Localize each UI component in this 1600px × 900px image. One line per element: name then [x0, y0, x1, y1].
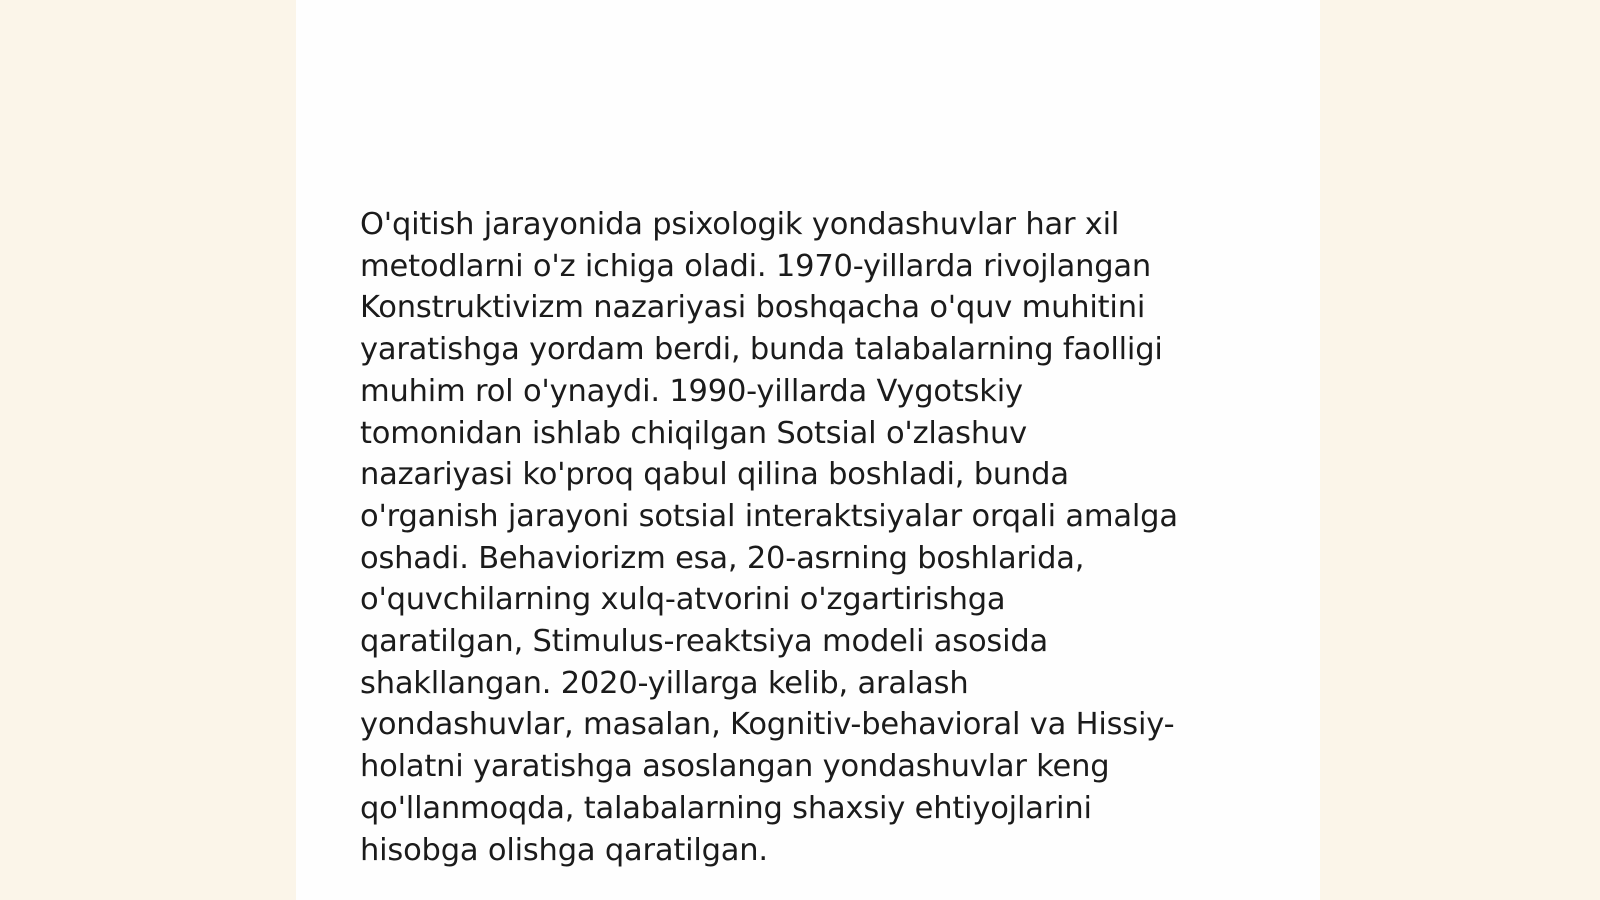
- document-page: [296, 0, 1320, 900]
- paragraph-line: yaratishga yordam berdi, bunda talabalarning faolligi: [360, 332, 1163, 368]
- paragraph-line: O'qitish jarayonida psixologik yondashuvlar har xil: [360, 207, 1120, 242]
- paragraph-line: muhim rol o'ynaydi. 1990-yillarda Vygotskiy: [360, 373, 1023, 409]
- paragraph-line: holatni yaratishga asoslangan yondashuvlar keng: [360, 749, 1110, 785]
- paragraph-line: hisobga olishga qaratilgan.: [360, 832, 768, 868]
- paragraph-line: o'rganish jarayoni sotsial interaktsiyalar orqali amalga: [360, 498, 1178, 534]
- paragraph-line: nazariyasi ko'proq qabul qilina boshladi, bunda: [360, 457, 1069, 493]
- paragraph-line: qo'llanmoqda, talabalarning shaxsiy ehtiyojlarini: [360, 790, 1092, 826]
- body-paragraph: [360, 204, 1260, 871]
- paragraph-line: Konstruktivizm nazariyasi boshqacha o'quv muhitini: [360, 290, 1146, 326]
- paragraph-line: metodlarni o'z ichiga oladi. 1970-yillarda rivojlangan: [360, 248, 1151, 284]
- paragraph-line: qaratilgan, Stimulus-reaktsiya modeli asosida: [360, 624, 1049, 660]
- paragraph-line: yondashuvlar, masalan, Kognitiv-behavioral va Hissiy-: [360, 707, 1175, 743]
- paragraph-line: o'quvchilarning xulq-atvorini o'zgartirishga: [360, 582, 1006, 618]
- paragraph-line: oshadi. Behaviorizm esa, 20-asrning boshlarida,: [360, 540, 1085, 576]
- paragraph-line: shakllangan. 2020-yillarga kelib, aralash: [360, 665, 969, 701]
- paragraph-line: tomonidan ishlab chiqilgan Sotsial o'zlashuv: [360, 415, 1027, 451]
